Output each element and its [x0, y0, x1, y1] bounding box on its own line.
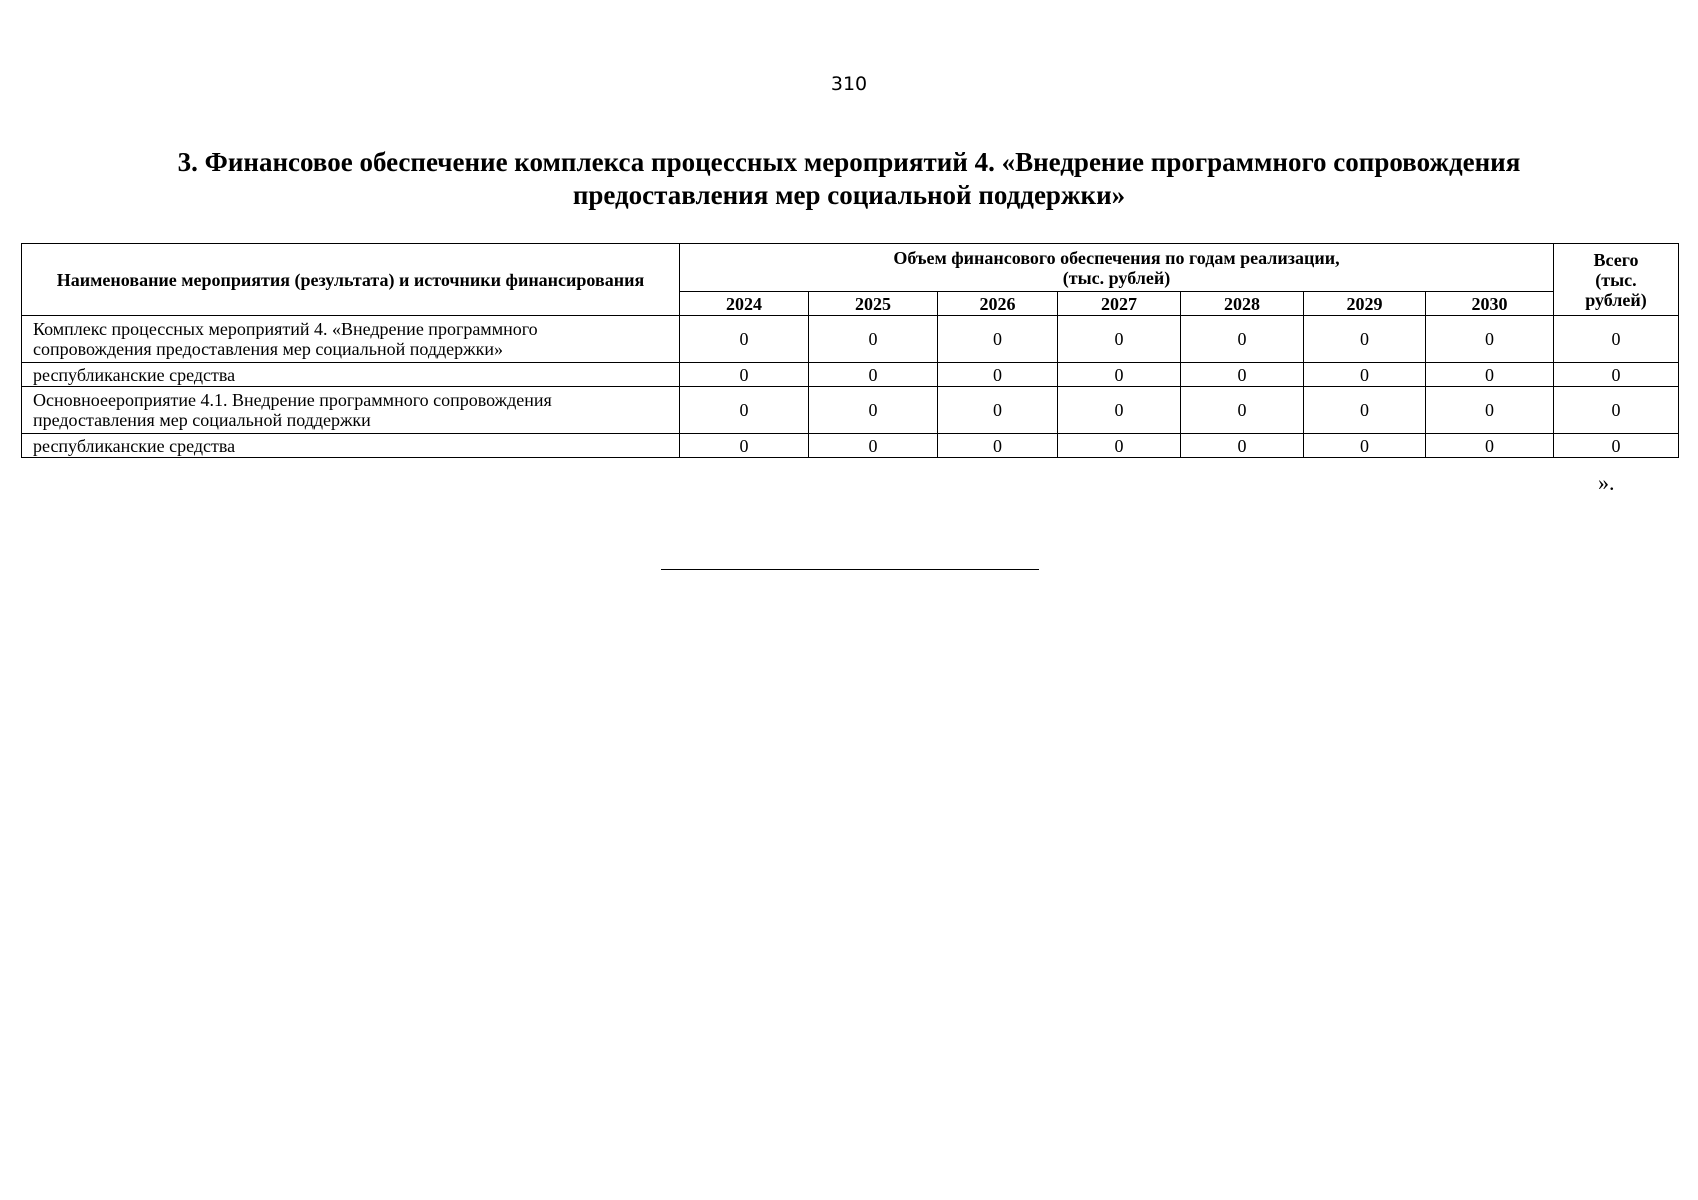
value-cell: 0	[680, 363, 809, 387]
row-name-line-1: Комплекс процессных мероприятий 4. «Внедрение программного	[33, 319, 538, 339]
footer-divider-line	[661, 569, 1039, 570]
row-name-cell	[22, 387, 680, 434]
total-header-line-3: рублей)	[1585, 289, 1647, 310]
row-name-line-1: Основноеероприятие 4.1. Внедрение программного сопровождения	[33, 390, 552, 410]
year-header: 2027	[1058, 292, 1181, 316]
row-name-cell: республиканские средства	[22, 434, 680, 458]
section-title-line-1: 3. Финансовое обеспечение комплекса процессных мероприятий 4. «Внедрение программного сопровождения	[177, 147, 1521, 177]
value-cell: 0	[938, 434, 1058, 458]
closing-quote: ».	[1598, 470, 1615, 495]
volume-header-line-1: Объем финансового обеспечения по годам реализации,	[893, 247, 1340, 268]
year-header: 2029	[1304, 292, 1426, 316]
value-cell: 0	[809, 316, 938, 363]
value-cell: 0	[1181, 363, 1304, 387]
year-header: 2026	[938, 292, 1058, 316]
value-cell: 0	[1304, 363, 1426, 387]
value-cell: 0	[809, 363, 938, 387]
value-cell: 0	[938, 316, 1058, 363]
total-header-line-1: Всего	[1593, 249, 1639, 270]
financing-table	[21, 243, 1679, 458]
year-header: 2025	[809, 292, 938, 316]
value-cell: 0	[680, 434, 809, 458]
value-cell: 0	[680, 316, 809, 363]
value-cell: 0	[1304, 434, 1426, 458]
value-cell: 0	[1181, 434, 1304, 458]
name-column-header: Наименование мероприятия (результата) и источники финансирования	[22, 244, 680, 316]
value-cell: 0	[1181, 387, 1304, 434]
year-header: 2024	[680, 292, 809, 316]
value-cell: 0	[1058, 316, 1181, 363]
value-cell: 0	[809, 434, 938, 458]
page-number: 310	[830, 73, 868, 95]
table-row	[22, 434, 1679, 458]
value-cell: 0	[1426, 434, 1554, 458]
value-cell: 0	[1426, 363, 1554, 387]
total-cell: 0	[1554, 387, 1679, 434]
volume-header-line-2: (тыс. рублей)	[1062, 267, 1171, 288]
value-cell: 0	[1426, 387, 1554, 434]
total-cell: 0	[1554, 316, 1679, 363]
value-cell: 0	[1181, 316, 1304, 363]
table-header-row	[22, 244, 1679, 292]
value-cell: 0	[938, 387, 1058, 434]
value-cell: 0	[1058, 363, 1181, 387]
row-name-line-2: предоставления мер социальной поддержки	[33, 410, 371, 430]
total-cell: 0	[1554, 363, 1679, 387]
value-cell: 0	[1058, 387, 1181, 434]
row-name-cell	[22, 316, 680, 363]
section-title-line-2: предоставления мер социальной поддержки»	[572, 180, 1126, 210]
value-cell: 0	[1304, 387, 1426, 434]
row-name-cell: республиканские средства	[22, 363, 680, 387]
table-row	[22, 316, 1679, 363]
total-header-line-2: (тыс.	[1595, 269, 1637, 290]
table-row	[22, 387, 1679, 434]
value-cell: 0	[680, 387, 809, 434]
row-name-line-2: сопровождения предоставления мер социальной поддержки»	[33, 339, 503, 359]
volume-header	[680, 244, 1554, 292]
year-header: 2030	[1426, 292, 1554, 316]
table-row	[22, 363, 1679, 387]
total-cell: 0	[1554, 434, 1679, 458]
section-title	[60, 146, 1638, 212]
value-cell: 0	[809, 387, 938, 434]
value-cell: 0	[938, 363, 1058, 387]
value-cell: 0	[1426, 316, 1554, 363]
year-header: 2028	[1181, 292, 1304, 316]
total-column-header	[1554, 244, 1679, 316]
value-cell: 0	[1304, 316, 1426, 363]
value-cell: 0	[1058, 434, 1181, 458]
